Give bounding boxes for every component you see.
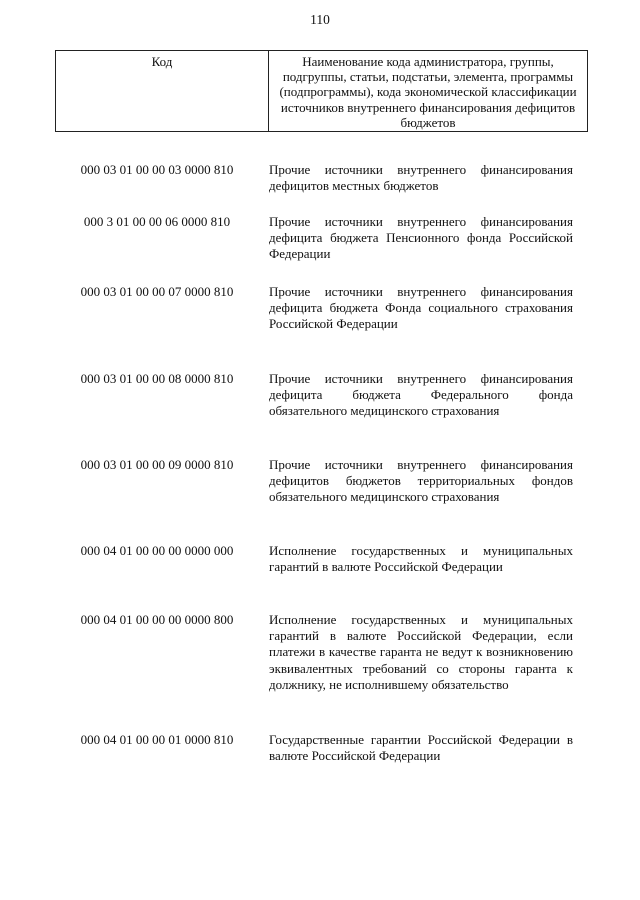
header-code: Код bbox=[56, 51, 269, 132]
row-code: 000 03 01 00 00 08 0000 810 bbox=[80, 371, 234, 386]
row-code: 000 04 01 00 00 00 0000 800 bbox=[80, 612, 234, 627]
row-code: 000 04 01 00 00 00 0000 000 bbox=[80, 543, 234, 558]
row-name: Исполнение государственных и муниципальных гарантий в валюте Российской Федерации bbox=[269, 543, 573, 575]
table-header bbox=[55, 50, 588, 132]
row-name: Прочие источники внутреннего финансирования дефицитов бюджетов территориальных фондов обязательного медицинского страхования bbox=[269, 457, 573, 505]
row-name: Прочие источники внутреннего финансирования дефицита бюджета Фонда социального страхования Российской Федерации bbox=[269, 284, 573, 332]
row-name: Государственные гарантии Российской Федерации в валюте Российской Федерации bbox=[269, 732, 573, 764]
row-code: 000 03 01 00 00 09 0000 810 bbox=[80, 457, 234, 472]
row-code: 000 3 01 00 00 06 0000 810 bbox=[83, 214, 231, 229]
row-code: 000 03 01 00 00 07 0000 810 bbox=[80, 284, 234, 299]
row-code: 000 04 01 00 00 01 0000 810 bbox=[80, 732, 234, 747]
row-name: Прочие источники внутреннего финансирования дефицита бюджета Федерального фонда обязательного медицинского страхования bbox=[269, 371, 573, 419]
table-header-row bbox=[56, 51, 588, 132]
row-name: Прочие источники внутреннего финансирования дефицита бюджета Пенсионного фонда Российской Федерации bbox=[269, 214, 573, 262]
page-number: 110 bbox=[310, 12, 330, 27]
row-name: Прочие источники внутреннего финансирования дефицитов местных бюджетов bbox=[269, 162, 573, 194]
header-name: Наименование кода администратора, группы, подгруппы, статьи, подстатьи, элемента, программы (подпрограммы), кода экономической классификации источников внутреннего финансирования дефицитов бюджетов bbox=[269, 51, 588, 132]
row-name: Исполнение государственных и муниципальных гарантий в валюте Российской Федерации, если платежи в качестве гаранта не ведут к возникновению эквивалентных требований со стороны гаранта к должнику, не исполнившему обязательство bbox=[269, 612, 573, 692]
row-code: 000 03 01 00 00 03 0000 810 bbox=[80, 162, 234, 177]
